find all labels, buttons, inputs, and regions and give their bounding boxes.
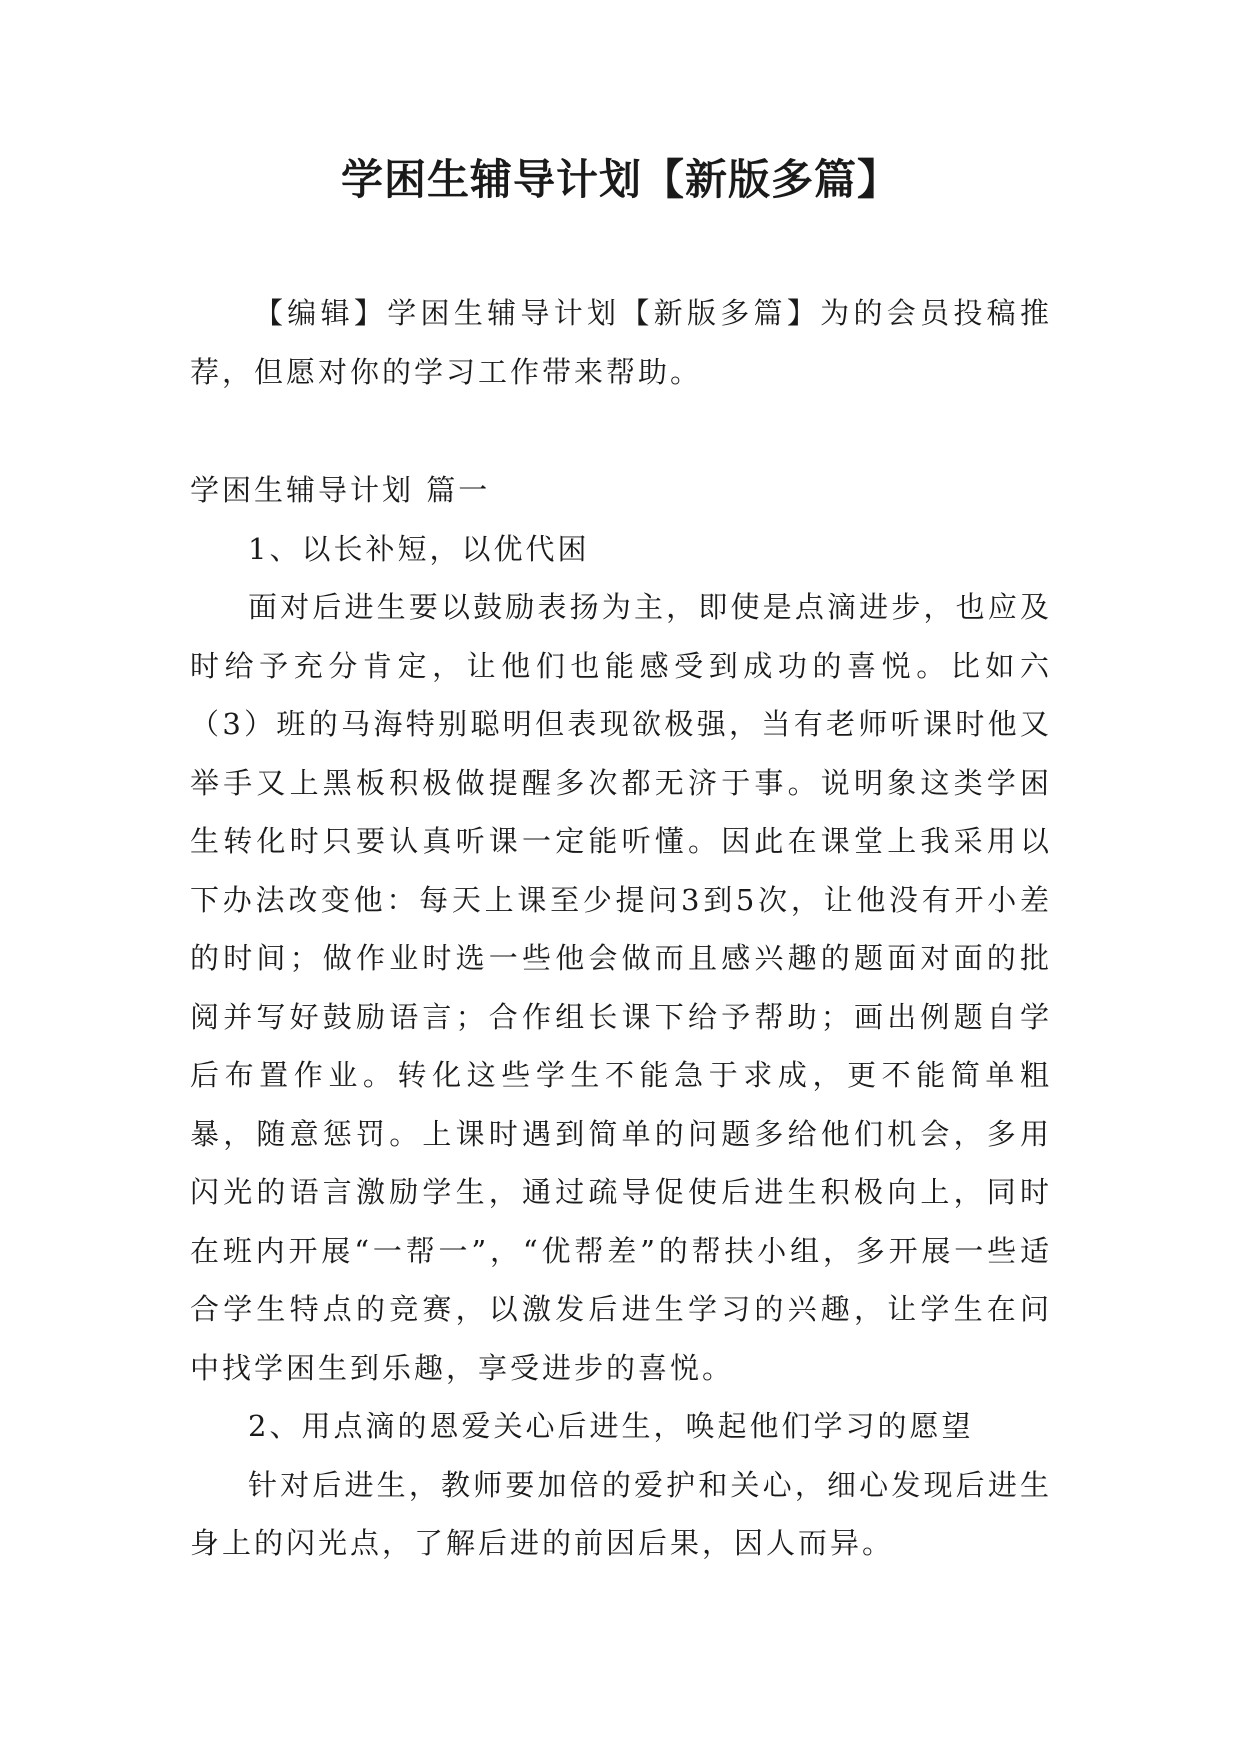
intro-block bbox=[190, 284, 1052, 401]
main-content bbox=[190, 461, 1052, 1573]
point2-paragraph: 针对后进生，教师要加倍的爱护和关心，细心发现后进生身上的闪光点，了解后进的前因后果，因人而异。 bbox=[190, 1467, 1052, 1560]
point1-paragraph: 面对后进生要以鼓励表扬为主，即使是点滴进步，也应及时给予充分肯定，让他们也能感受到成功的喜悦。比如六（3）班的马海特别聪明但表现欲极强，当有老师听课时他又举手又上黑板积极做提醒多次都无济于事。说明象这类学困生转化时只要认真听课一定能听懂。因此在课堂上我采用以下办法改变他：每天上课至少提问3到5次，让他没有开小差的时间；做作业时选一些他会做而且感兴趣的题面对面的批阅并写好鼓励语言；合作组长课下给予帮助；画出例题自学后布置作业。转化这些学生不能急于求成，更不能简单粗暴，随意惩罚。上课时遇到简单的问题多给他们机会，多用闪光的语言激励学生，通过疏导促使后进生积极向上，同时在班内开展“一帮一”，“优帮差”的帮扶小组，多开展一些适合学生特点的竞赛，以激发后进生学习的兴趣，让学生在问中找学困生到乐趣，享受进步的喜悦。 bbox=[190, 590, 1052, 1385]
intro-paragraph: 【编辑】学困生辅导计划【新版多篇】为的会员投稿推荐，但愿对你的学习工作带来帮助。 bbox=[190, 296, 1052, 389]
document-title: 学困生辅导计划【新版多篇】 bbox=[340, 155, 900, 204]
section-heading: 学困生辅导计划 篇一 bbox=[190, 473, 491, 507]
point1-heading: 1、以长补短，以优代困 bbox=[248, 531, 590, 566]
point2-heading: 2、用点滴的恩爱关心后进生，唤起他们学习的愿望 bbox=[248, 1409, 974, 1443]
